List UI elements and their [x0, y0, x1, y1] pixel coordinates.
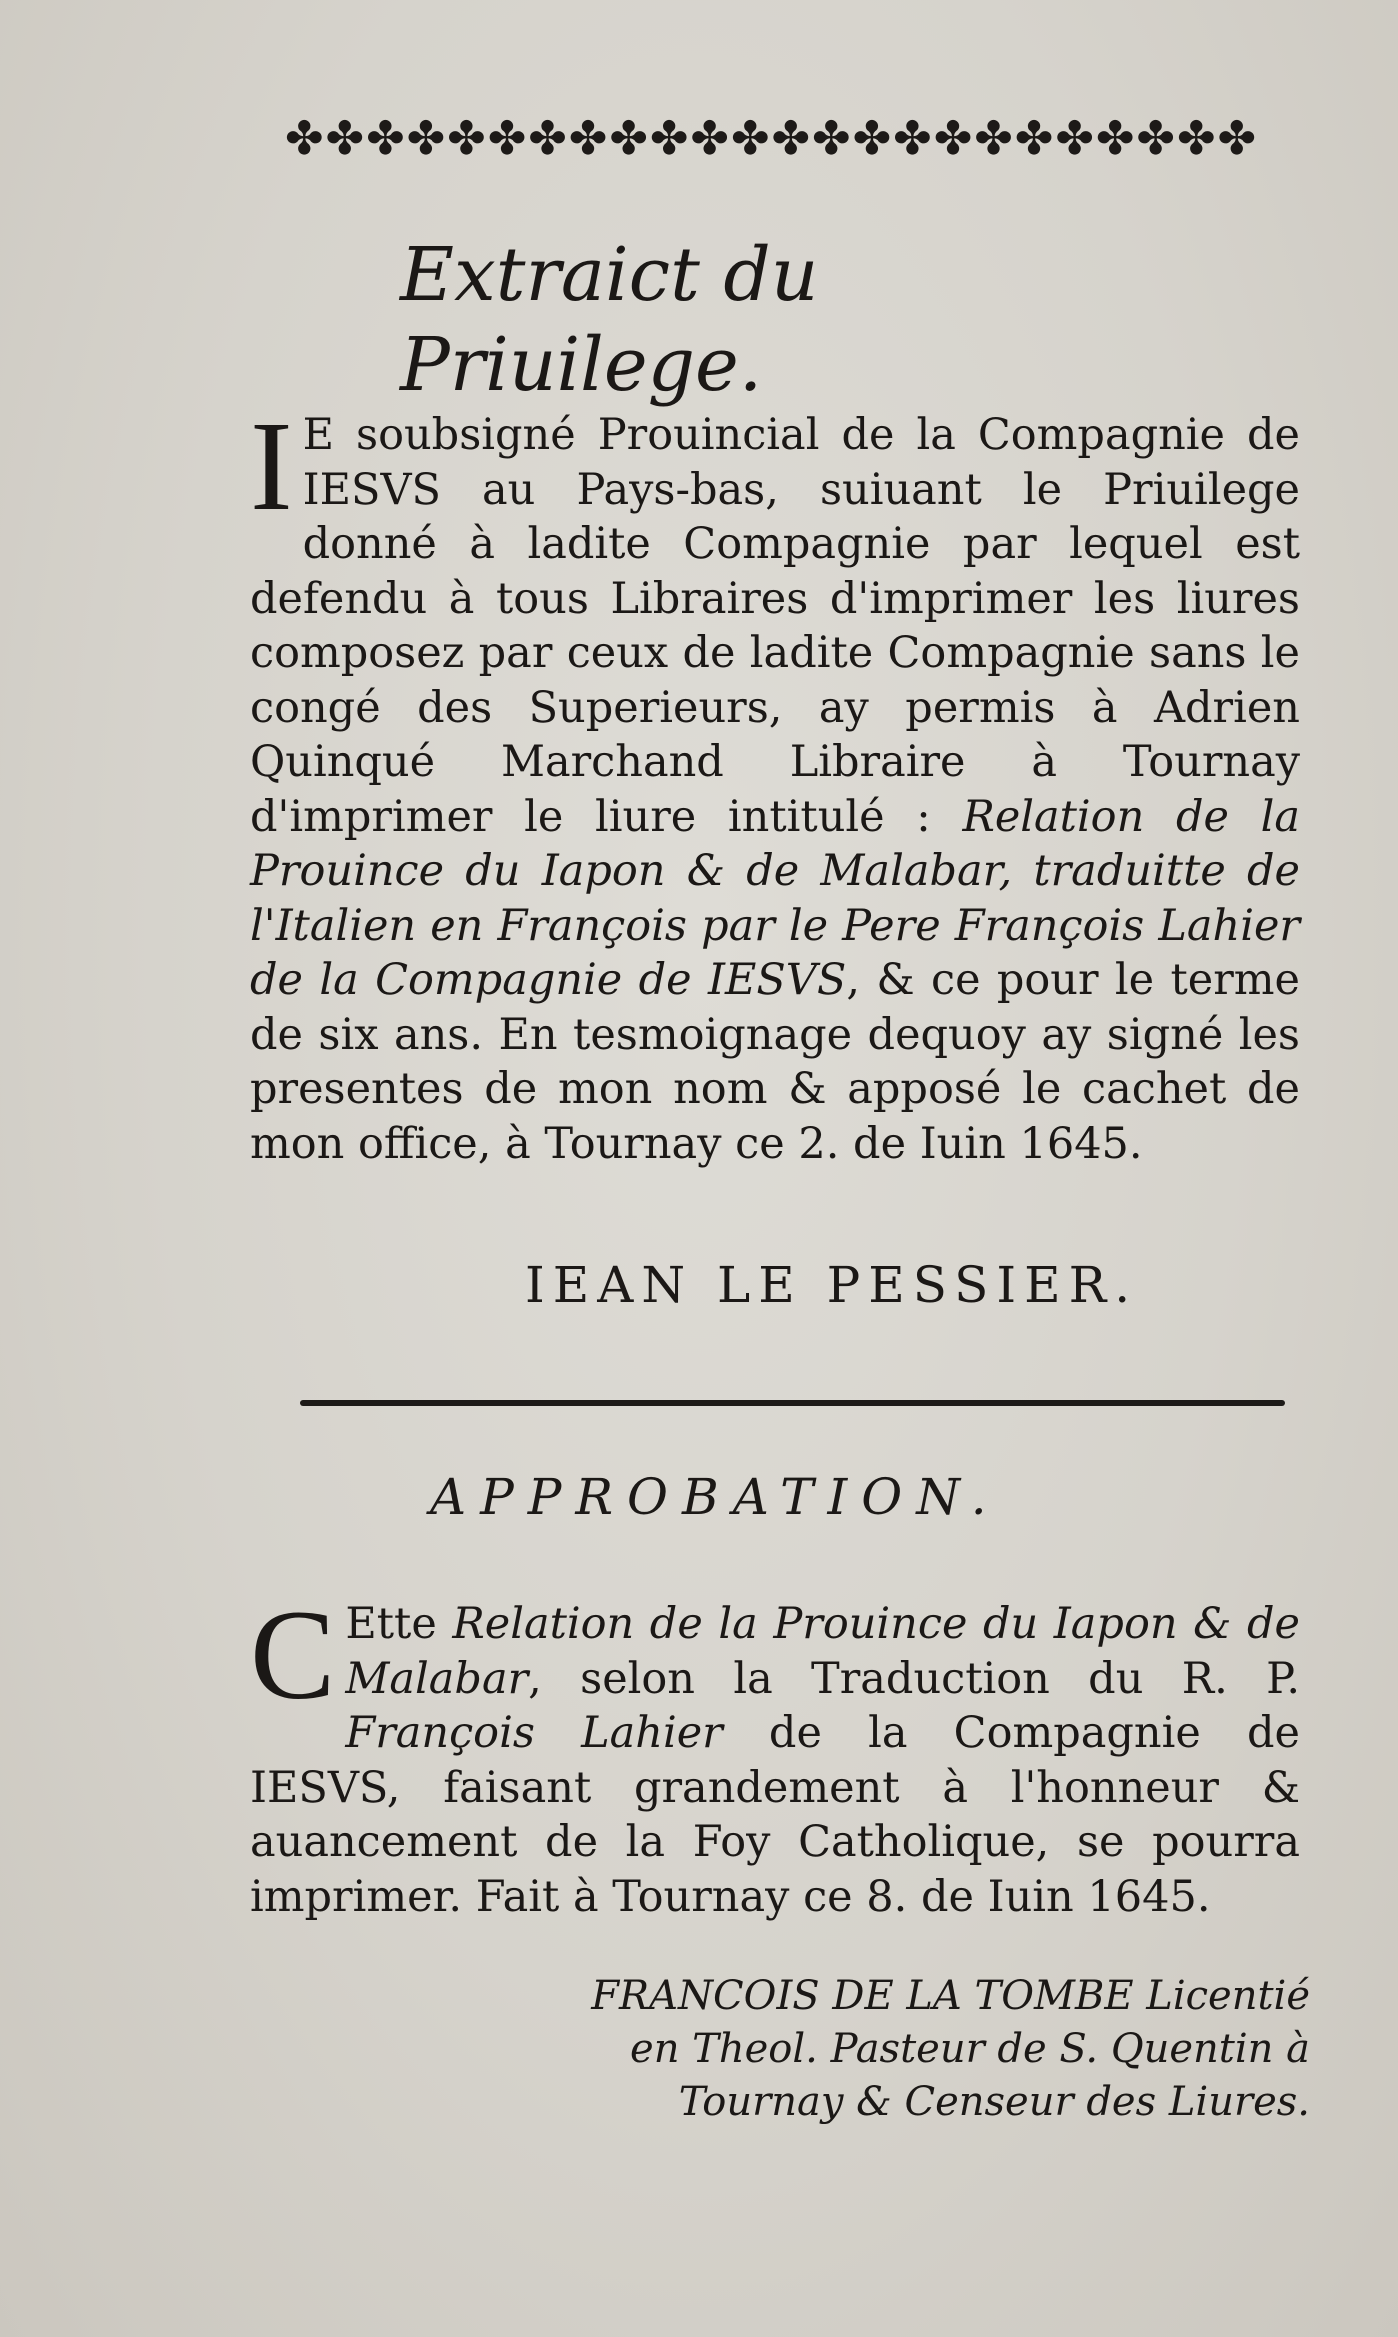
approbation-translator: François Lahier — [345, 1708, 723, 1758]
approbation-part3: de la Compagnie de IESVS, faisant grandement à l'honneur & auancement de la Foy Catholique, se pourra imprimer. Fait à Tournay ce 8. de Iuin 1645. — [250, 1708, 1301, 1922]
approbation-signature-line3: Tournay & Censeur des Liures. — [678, 2079, 1310, 2125]
privilege-dropcap: I — [250, 395, 293, 537]
privilege-body-post: , & ce pour le terme de six ans. En tesmoignage dequoy ay signé les presentes de mon nom & apposé le cachet de mon office, à Tournay ce 2. de Iuin 1645. — [250, 955, 1301, 1169]
approbation-dropcap: C — [250, 1584, 336, 1726]
approbation-text — [250, 1584, 1301, 1924]
divider-rule — [300, 1400, 1285, 1406]
approbation-book-title: Relation de la Prouince du Iapon & de Malabar — [345, 1599, 1300, 1704]
privilege-text — [250, 395, 1301, 1171]
approbation-signature — [520, 1970, 1310, 2129]
approbation-part1: Ette — [345, 1599, 453, 1649]
approbation-signature-line2: en Theol. Pasteur de S. Quentin à — [630, 2026, 1310, 2072]
ornament-border: ✤✤✤✤✤✤✤✤✤✤✤✤✤✤✤✤✤✤✤✤✤✤✤✤ — [285, 111, 1259, 165]
approbation-heading: APPROBATION. — [430, 1468, 1001, 1526]
privilege-body-pre: E soubsigné Prouincial de la Compagnie de IESVS au Pays-bas, suiuant le Priuilege donné à ladite Compagnie par lequel est defendu à tous Libraires d'imprimer les liures composez par ceux de ladite Compagnie sans le congé des Superieurs, ay permis à Adrien Quinqué Marchand Libraire à Tournay d'imprimer le liure intitulé : — [250, 410, 1300, 842]
page-title: Extraict du Priuilege. — [400, 232, 819, 408]
privilege-book-title: Relation de la Prouince du Iapon & de Malabar, traduitte de l'Italien en François par le Pere François Lahier de la Compagnie de IESVS — [250, 791, 1300, 1005]
approbation-signature-line1: FRANCOIS DE LA TOMBE Licentié — [591, 1973, 1310, 2019]
privilege-signature: IEAN LE PESSIER. — [525, 1256, 1139, 1314]
approbation-part2: , selon la Traduction du R. P. — [528, 1653, 1300, 1704]
